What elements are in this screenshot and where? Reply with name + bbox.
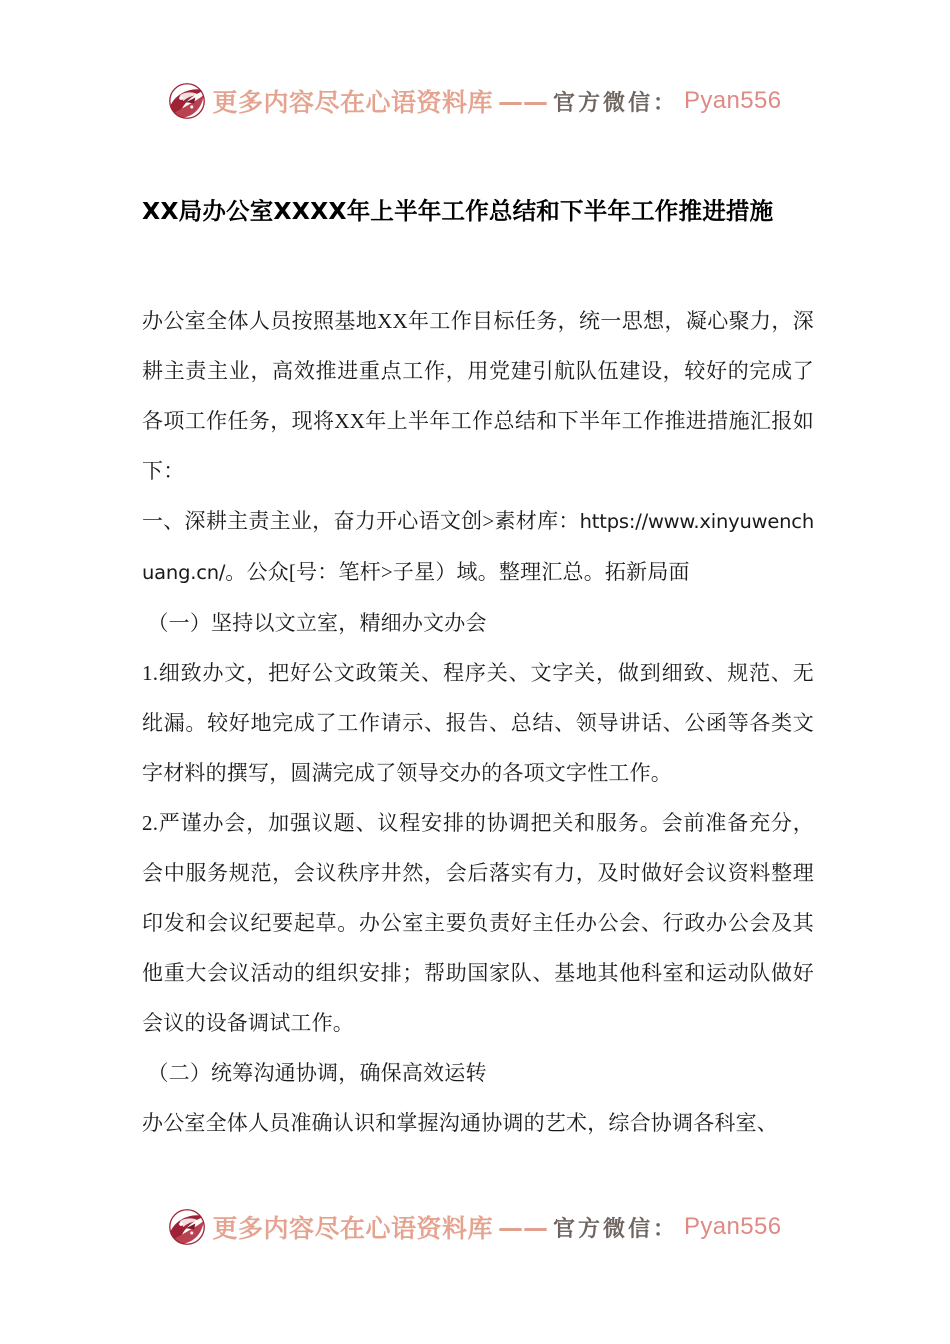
watermark-wechat-id: Pyan556	[683, 87, 782, 114]
watermark-separator-bottom: ——	[497, 1212, 548, 1242]
list-item-1-text: 1.细致办文，把好公文政策关、程序关、文字关，做到细致、规范、无纰漏。较好地完成了工作请示、报告、总结、领导讲话、公函等各类文字材料的撰写，圆满完成了领导交办的各项文字性工作。	[142, 661, 814, 785]
subsection-heading-1-2-text: （二）统筹沟通协调，确保高效运转	[147, 1061, 487, 1085]
paragraph-intro	[142, 296, 814, 496]
document-title: XX局办公室XXXX年上半年工作总结和下半年工作推进措施	[142, 196, 774, 225]
watermark-wechat-label: 官方微信：	[552, 89, 678, 116]
watermark-main-text-bottom: 更多内容尽在心语资料库	[212, 1214, 493, 1243]
watermark-bottom	[0, 1208, 950, 1246]
section-heading-1-url[interactable]: https://www.xinyuwenchuang.cn/	[142, 510, 814, 584]
paragraph-intro-text: 办公室全体人员按照基地XX年工作目标任务，统一思想，凝心聚力，深耕主责主业，高效推进重点工作，用党建引航队伍建设，较好的完成了各项工作任务，现将XX年上半年工作总结和下半年工作推进措施汇报如下：	[142, 309, 814, 483]
watermark-main-text: 更多内容尽在心语资料库	[212, 88, 493, 117]
watermark-separator: ——	[497, 86, 548, 116]
list-item-3-text: 办公室全体人员准确认识和掌握沟通协调的艺术，综合协调各科室、	[142, 1111, 778, 1135]
section-heading-1-suffix: 。公众[号：笔杆>子星）域。整理汇总。拓新局面	[225, 560, 690, 584]
watermark-top	[0, 82, 950, 120]
watermark-wechat-id-bottom: Pyan556	[683, 1213, 782, 1240]
section-heading-1	[142, 496, 814, 598]
list-item-1	[142, 648, 814, 798]
subsection-heading-1-1-text: （一）坚持以文立室，精细办文办会	[147, 611, 487, 635]
brand-logo-icon-bottom	[168, 1208, 206, 1246]
watermark-wechat-label-bottom: 官方微信：	[552, 1215, 678, 1242]
section-heading-1-prefix: 一、深耕主责主业，奋力开心语文创>素材库：	[142, 509, 580, 533]
subsection-heading-1-2	[142, 1048, 814, 1098]
list-item-2-text: 2.严谨办会，加强议题、议程安排的协调把关和服务。会前准备充分，会中服务规范，会议秩序井然，会后落实有力，及时做好会议资料整理印发和会议纪要起草。办公室主要负责好主任办公会、行政办公会及其他重大会议活动的组织安排；帮助国家队、基地其他科室和运动队做好会议的设备调试工作。	[142, 811, 814, 1035]
subsection-heading-1-1	[142, 598, 814, 648]
list-item-2	[142, 798, 814, 1048]
document-body	[142, 296, 814, 1148]
list-item-3	[142, 1098, 814, 1148]
brand-logo-icon	[168, 82, 206, 120]
